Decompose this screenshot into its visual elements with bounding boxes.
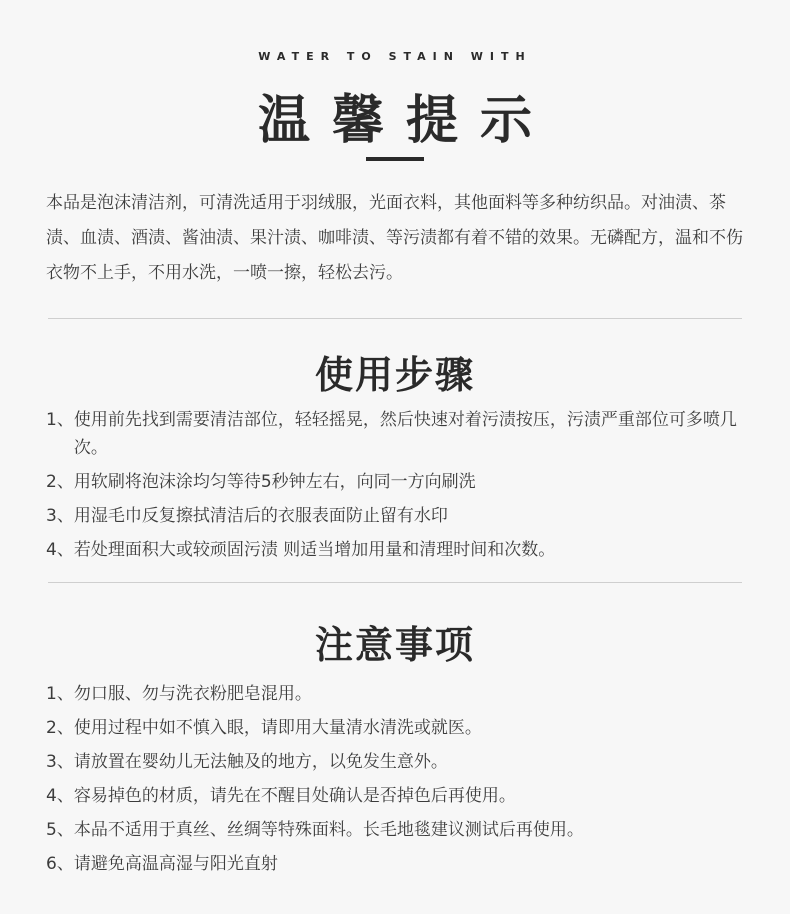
- item-text: 用软刷将泡沫涂均匀等待5秒钟左右，向同一方向刷洗: [73, 472, 476, 492]
- item-number: 4、: [46, 540, 74, 560]
- divider: [48, 582, 742, 583]
- item-text: 请避免高温高湿与阳光直射: [73, 854, 278, 874]
- list-item: [46, 782, 746, 810]
- item-text: 请放置在婴幼儿无法触及的地方，以免发生意外。: [73, 752, 448, 772]
- item-number: 3、: [46, 752, 74, 772]
- list-item: [46, 468, 746, 496]
- steps-title: 使用步骤: [314, 353, 475, 397]
- list-item: [46, 714, 746, 742]
- item-number: 1、: [46, 684, 74, 704]
- item-number: 2、: [46, 718, 74, 738]
- item-number: 1、: [46, 410, 74, 430]
- item-text: 使用过程中如不慎入眼，请即用大量清水清洗或就医。: [73, 718, 482, 738]
- list-item: [46, 816, 746, 844]
- item-number: 5、: [46, 820, 74, 840]
- item-text: 使用前先找到需要清洁部位，轻轻摇晃，然后快速对着污渍按压，污渍严重部位可多喷几次。: [73, 410, 737, 458]
- item-text: 用湿毛巾反复擦拭清洁后的衣服表面防止留有水印: [73, 506, 448, 526]
- item-text: 勿口服、勿与洗衣粉肥皂混用。: [73, 684, 312, 704]
- steps-list: [46, 406, 746, 570]
- divider: [48, 318, 742, 319]
- item-text: 若处理面积大或较顽固污渍 则适当增加用量和清理时间和次数。: [73, 540, 556, 560]
- page-title: 温馨提示: [257, 91, 554, 151]
- list-item: [46, 536, 746, 564]
- item-text: 容易掉色的材质，请先在不醒目处确认是否掉色后再使用。: [73, 786, 516, 806]
- intro-paragraph: 本品是泡沫清洁剂，可清洗适用于羽绒服，光面衣料，其他面料等多种纺织品。对油渍、茶渍、血渍、酒渍、酱油渍、果汁渍、咖啡渍、等污渍都有着不错的效果。无磷配方，温和不伤衣物不上手，不用水洗，一喷一擦，轻松去污。: [46, 193, 743, 283]
- notes-list: [46, 680, 746, 884]
- item-text: 本品不适用于真丝、丝绸等特殊面料。长毛地毯建议测试后再使用。: [73, 820, 584, 840]
- item-number: 3、: [46, 506, 74, 526]
- list-item: [46, 850, 746, 878]
- eyebrow-text: WATER TO STAIN WITH: [258, 50, 532, 63]
- title-underline: [366, 157, 424, 161]
- item-number: 6、: [46, 854, 74, 874]
- notes-title: 注意事项: [314, 623, 475, 667]
- item-number: 2、: [46, 472, 74, 492]
- list-item: [46, 748, 746, 776]
- list-item: [46, 406, 746, 462]
- list-item: [46, 502, 746, 530]
- list-item: [46, 680, 746, 708]
- item-number: 4、: [46, 786, 74, 806]
